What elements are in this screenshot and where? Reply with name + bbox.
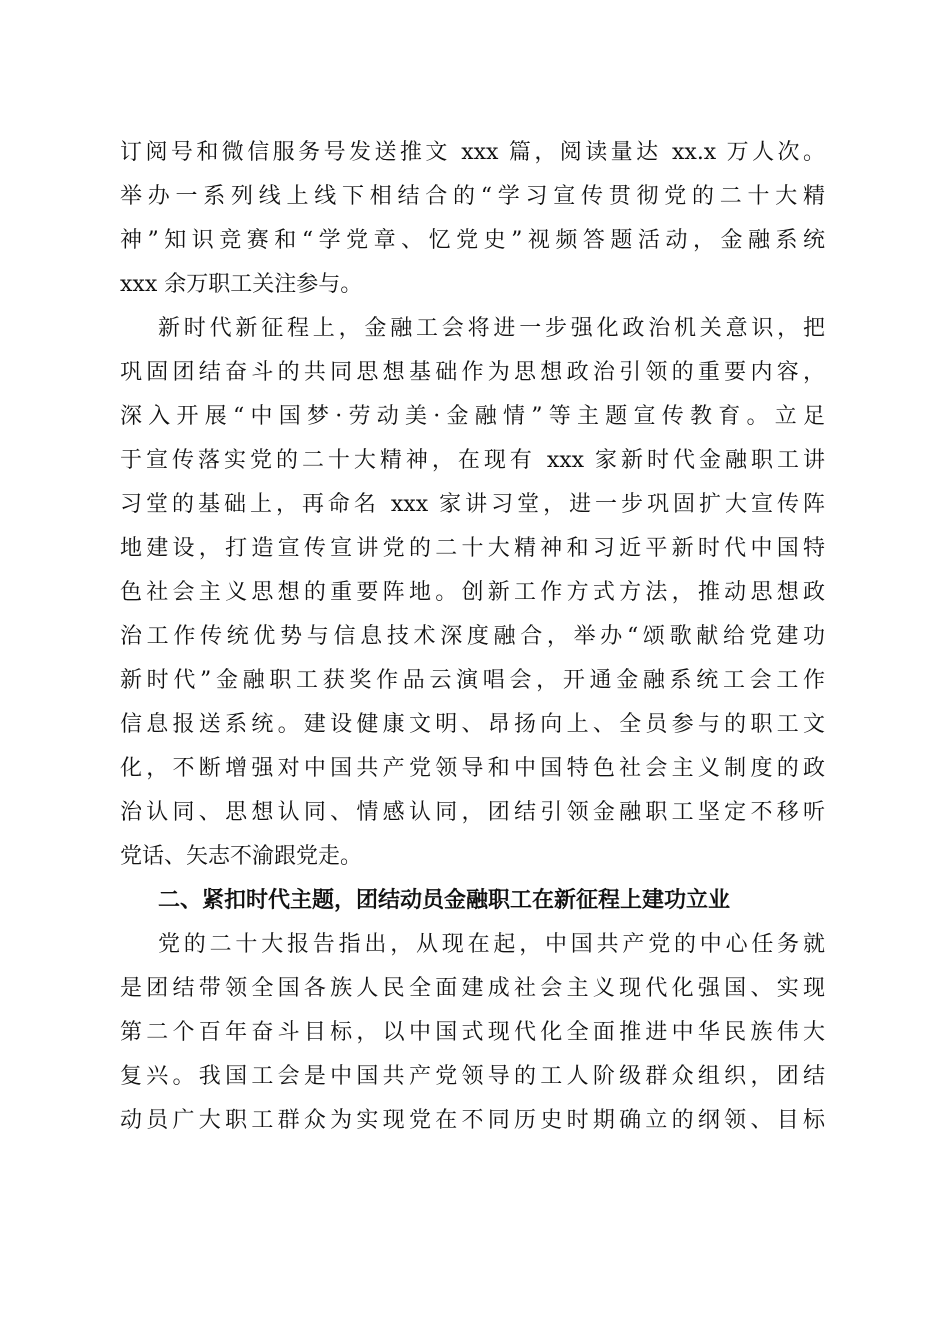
paragraph-3 [120, 923, 825, 1143]
text-line: 新时代”金融职工获奖作品云演唱会，开通金融系统工会工作 [120, 668, 825, 693]
text-line: 是团结带领全国各族人民全面建成社会主义现代化强国、实现 [120, 976, 825, 1001]
text-line: 地建设，打造宣传宣讲党的二十大精神和习近平新时代中国特 [120, 536, 825, 561]
text-line: 第二个百年奋斗目标，以中国式现代化全面推进中华民族伟大 [120, 1020, 825, 1045]
text-line: 治工作传统优势与信息技术深度融合，举办“颂歌献给党建功 [120, 624, 825, 649]
paragraph-2 [120, 307, 825, 879]
text-line: 色社会主义思想的重要阵地。创新工作方式方法，推动思想政 [120, 580, 825, 605]
text-line: 于宣传落实党的二十大精神，在现有 xxx 家新时代金融职工讲 [120, 448, 825, 473]
text-line: 神”知识竞赛和“学党章、忆党史”视频答题活动，金融系统 [120, 228, 825, 253]
section-heading [120, 879, 825, 923]
text-line: 动员广大职工群众为实现党在不同历史时期确立的纲领、目标 [120, 1108, 825, 1133]
text-line: 党话、矢志不渝跟党走。 [120, 844, 363, 869]
text-line: 化，不断增强对中国共产党领导和中国特色社会主义制度的政 [120, 756, 825, 781]
text-line: 深入开展“中国梦·劳动美·金融情”等主题宣传教育。立足 [120, 404, 825, 429]
text-line: 新时代新征程上，金融工会将进一步强化政治机关意识，把 [158, 316, 825, 341]
paragraph-1 [120, 131, 825, 307]
document-body [120, 131, 825, 1143]
text-line: 订阅号和微信服务号发送推文 xxx 篇，阅读量达 xx.x 万人次。 [120, 140, 825, 165]
text-line: 习堂的基础上，再命名 xxx 家讲习堂，进一步巩固扩大宣传阵 [120, 492, 825, 517]
text-line: 党的二十大报告指出，从现在起，中国共产党的中心任务就 [158, 932, 825, 957]
text-line: 举办一系列线上线下相结合的“学习宣传贯彻党的二十大精 [120, 184, 825, 209]
text-line: 治认同、思想认同、情感认同，团结引领金融职工坚定不移听 [120, 800, 825, 825]
text-line: 复兴。我国工会是中国共产党领导的工人阶级群众组织，团结 [120, 1064, 825, 1089]
text-line: xxx 余万职工关注参与。 [120, 272, 363, 297]
text-line: 巩固团结奋斗的共同思想基础作为思想政治引领的重要内容， [120, 360, 825, 385]
text-line: 信息报送系统。建设健康文明、昂扬向上、全员参与的职工文 [120, 712, 825, 737]
section-heading-text: 二、紧扣时代主题，团结动员金融职工在新征程上建功立业 [158, 888, 731, 913]
